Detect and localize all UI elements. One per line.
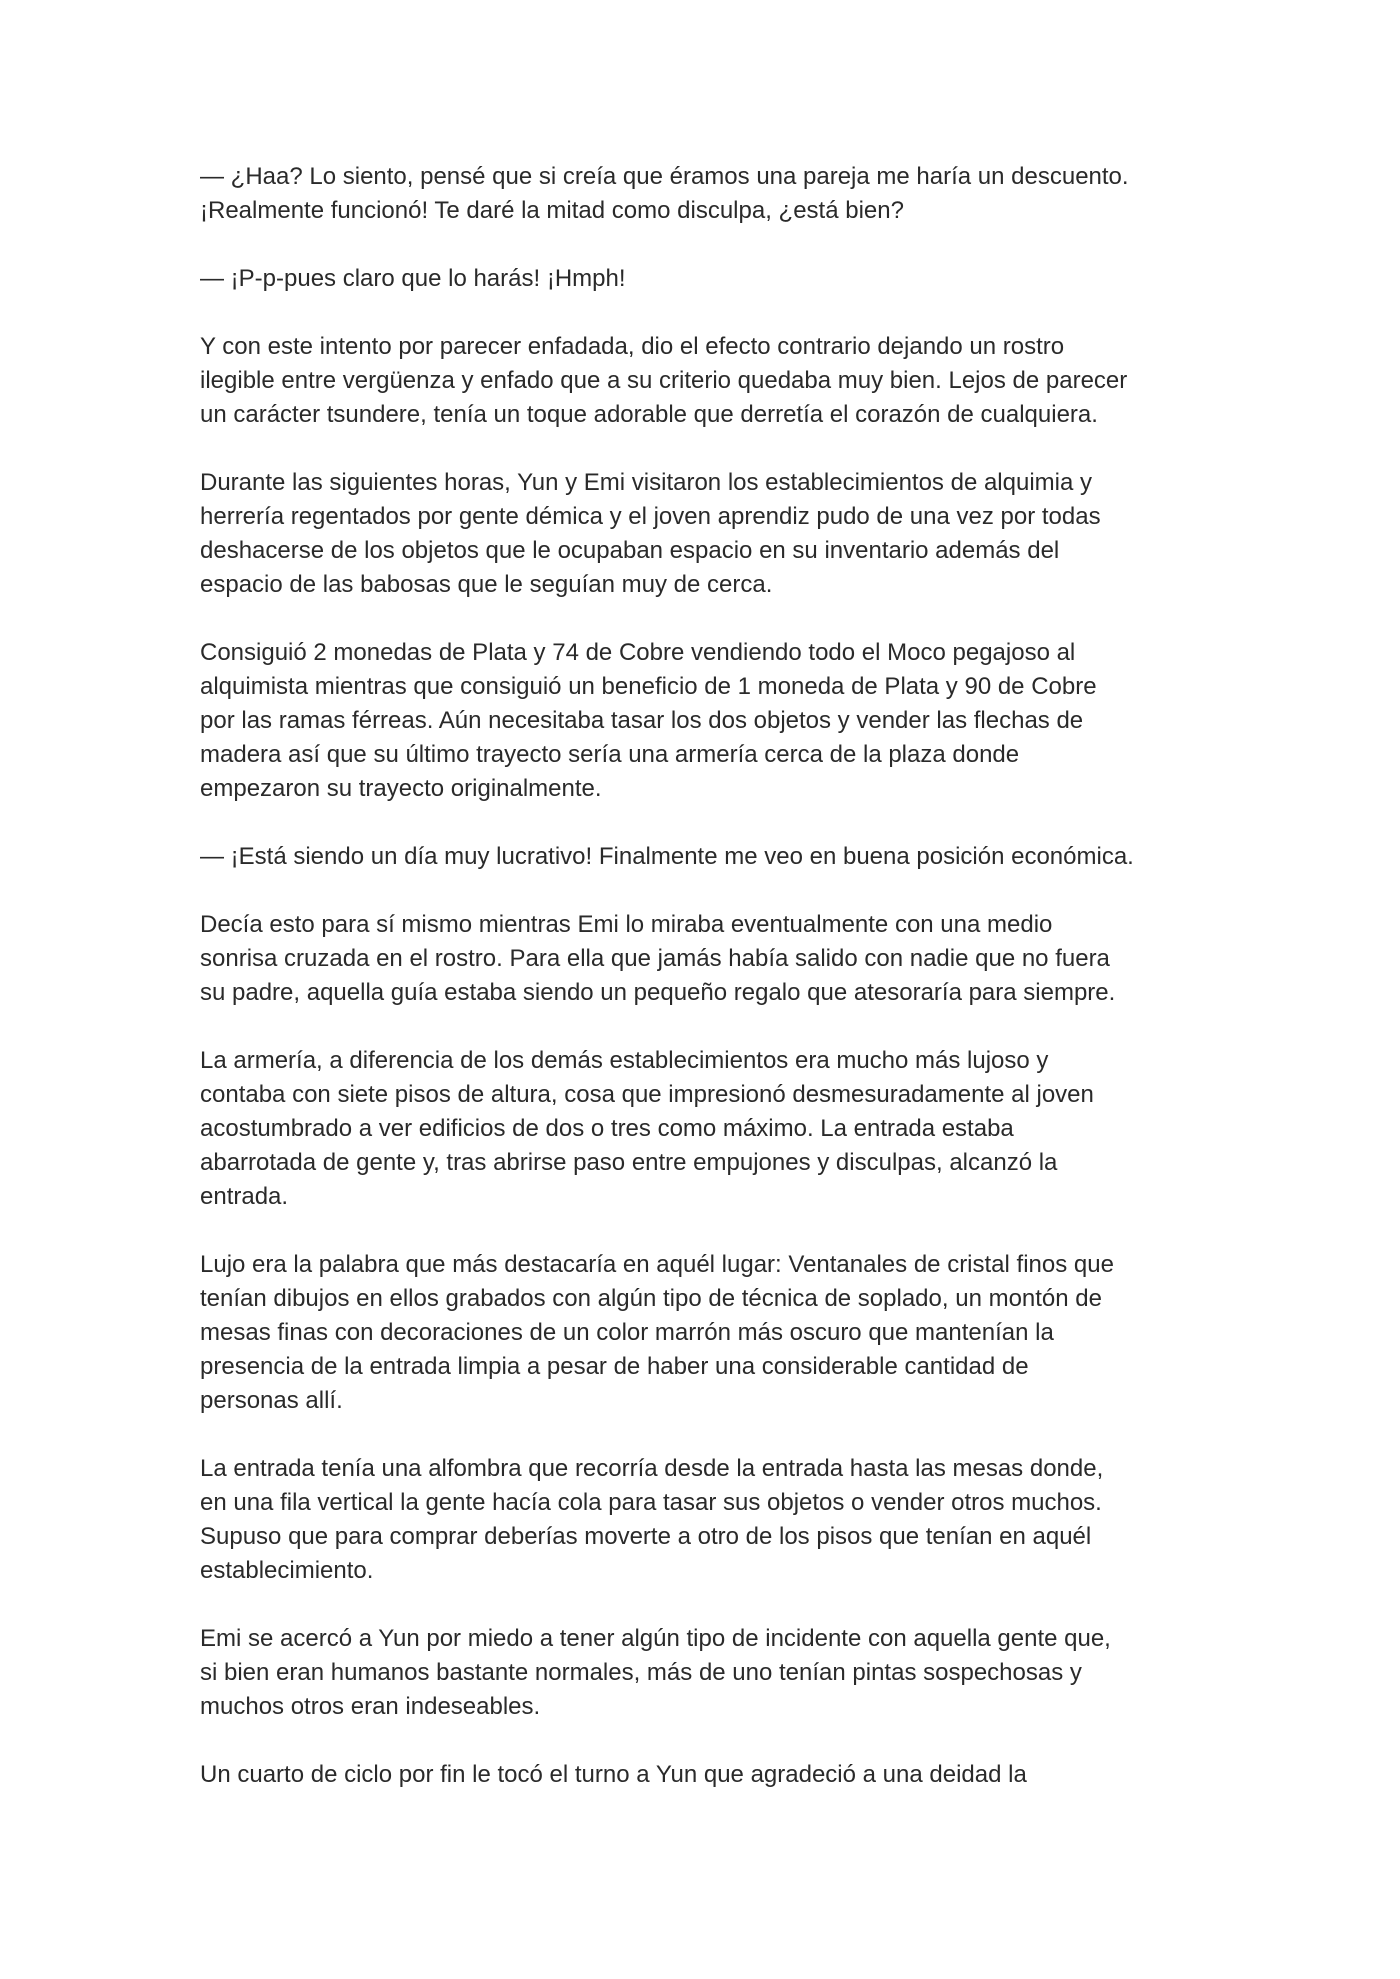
paragraph: Emi se acercó a Yun por miedo a tener algún tipo de incidente con aquella gente que, si bien eran humanos bastante normales, más de uno tenían pintas sospechosas y muchos otros eran indeseables. — [200, 1625, 1111, 1720]
paragraph: La entrada tenía una alfombra que recorría desde la entrada hasta las mesas donde, en una fila vertical la gente hacía cola para tasar sus objetos o vender otros muchos. Supuso que para comprar deberías moverte a otro de los pisos que tenían en aquél establecimiento. — [200, 1455, 1104, 1584]
paragraph: Consiguió 2 monedas de Plata y 74 de Cobre vendiendo todo el Moco pegajoso al alquimista mientras que consiguió un beneficio de 1 moneda de Plata y 90 de Cobre por las ramas férreas. Aún necesitaba tasar los dos objetos y vender las flechas de madera así que su último trayecto sería una armería cerca de la plaza donde empezaron su trayecto originalmente. — [200, 639, 1097, 802]
paragraph: Y con este intento por parecer enfadada, dio el efecto contrario dejando un rostro ilegible entre vergüenza y enfado que a su criterio quedaba muy bien. Lejos de parecer un carácter tsundere, tenía un toque adorable que derretía el corazón de cualquiera. — [200, 333, 1128, 428]
paragraph: Durante las siguientes horas, Yun y Emi visitaron los establecimientos de alquimia y herrería regentados por gente démica y el joven aprendiz pudo de una vez por todas deshacerse de los objetos que le ocupaban espacio en su inventario además del espacio de las babosas que le seguían muy de cerca. — [200, 469, 1101, 598]
paragraph: Lujo era la palabra que más destacaría en aquél lugar: Ventanales de cristal finos que tenían dibujos en ellos grabados con algún tipo de técnica de soplado, un montón de mesas finas con decoraciones de un color marrón más oscuro que mantenían la presencia de la entrada limpia a pesar de haber una considerable cantidad de personas allí. — [200, 1251, 1114, 1414]
document-body — [200, 160, 1230, 1826]
paragraph: — ¿Haa? Lo siento, pensé que si creía que éramos una pareja me haría un descuento. ¡Realmente funcionó! Te daré la mitad como disculpa, ¿está bien? — [200, 163, 1129, 224]
paragraph: — ¡Está siendo un día muy lucrativo! Finalmente me veo en buena posición económica. — [200, 843, 1134, 870]
paragraph: La armería, a diferencia de los demás establecimientos era mucho más lujoso y contaba con siete pisos de altura, cosa que impresionó desmesuradamente al joven acostumbrado a ver edificios de dos o tres como máximo. La entrada estaba abarrotada de gente y, tras abrirse paso entre empujones y disculpas, alcanzó la entrada. — [200, 1047, 1094, 1210]
paragraph: Un cuarto de ciclo por fin le tocó el turno a Yun que agradeció a una deidad la — [200, 1761, 1027, 1788]
paragraph: Decía esto para sí mismo mientras Emi lo miraba eventualmente con una medio sonrisa cruzada en el rostro. Para ella que jamás había salido con nadie que no fuera su padre, aquella guía estaba siendo un pequeño regalo que atesoraría para siempre. — [200, 911, 1116, 1006]
paragraph: — ¡P-p-pues claro que lo harás! ¡Hmph! — [200, 265, 626, 292]
